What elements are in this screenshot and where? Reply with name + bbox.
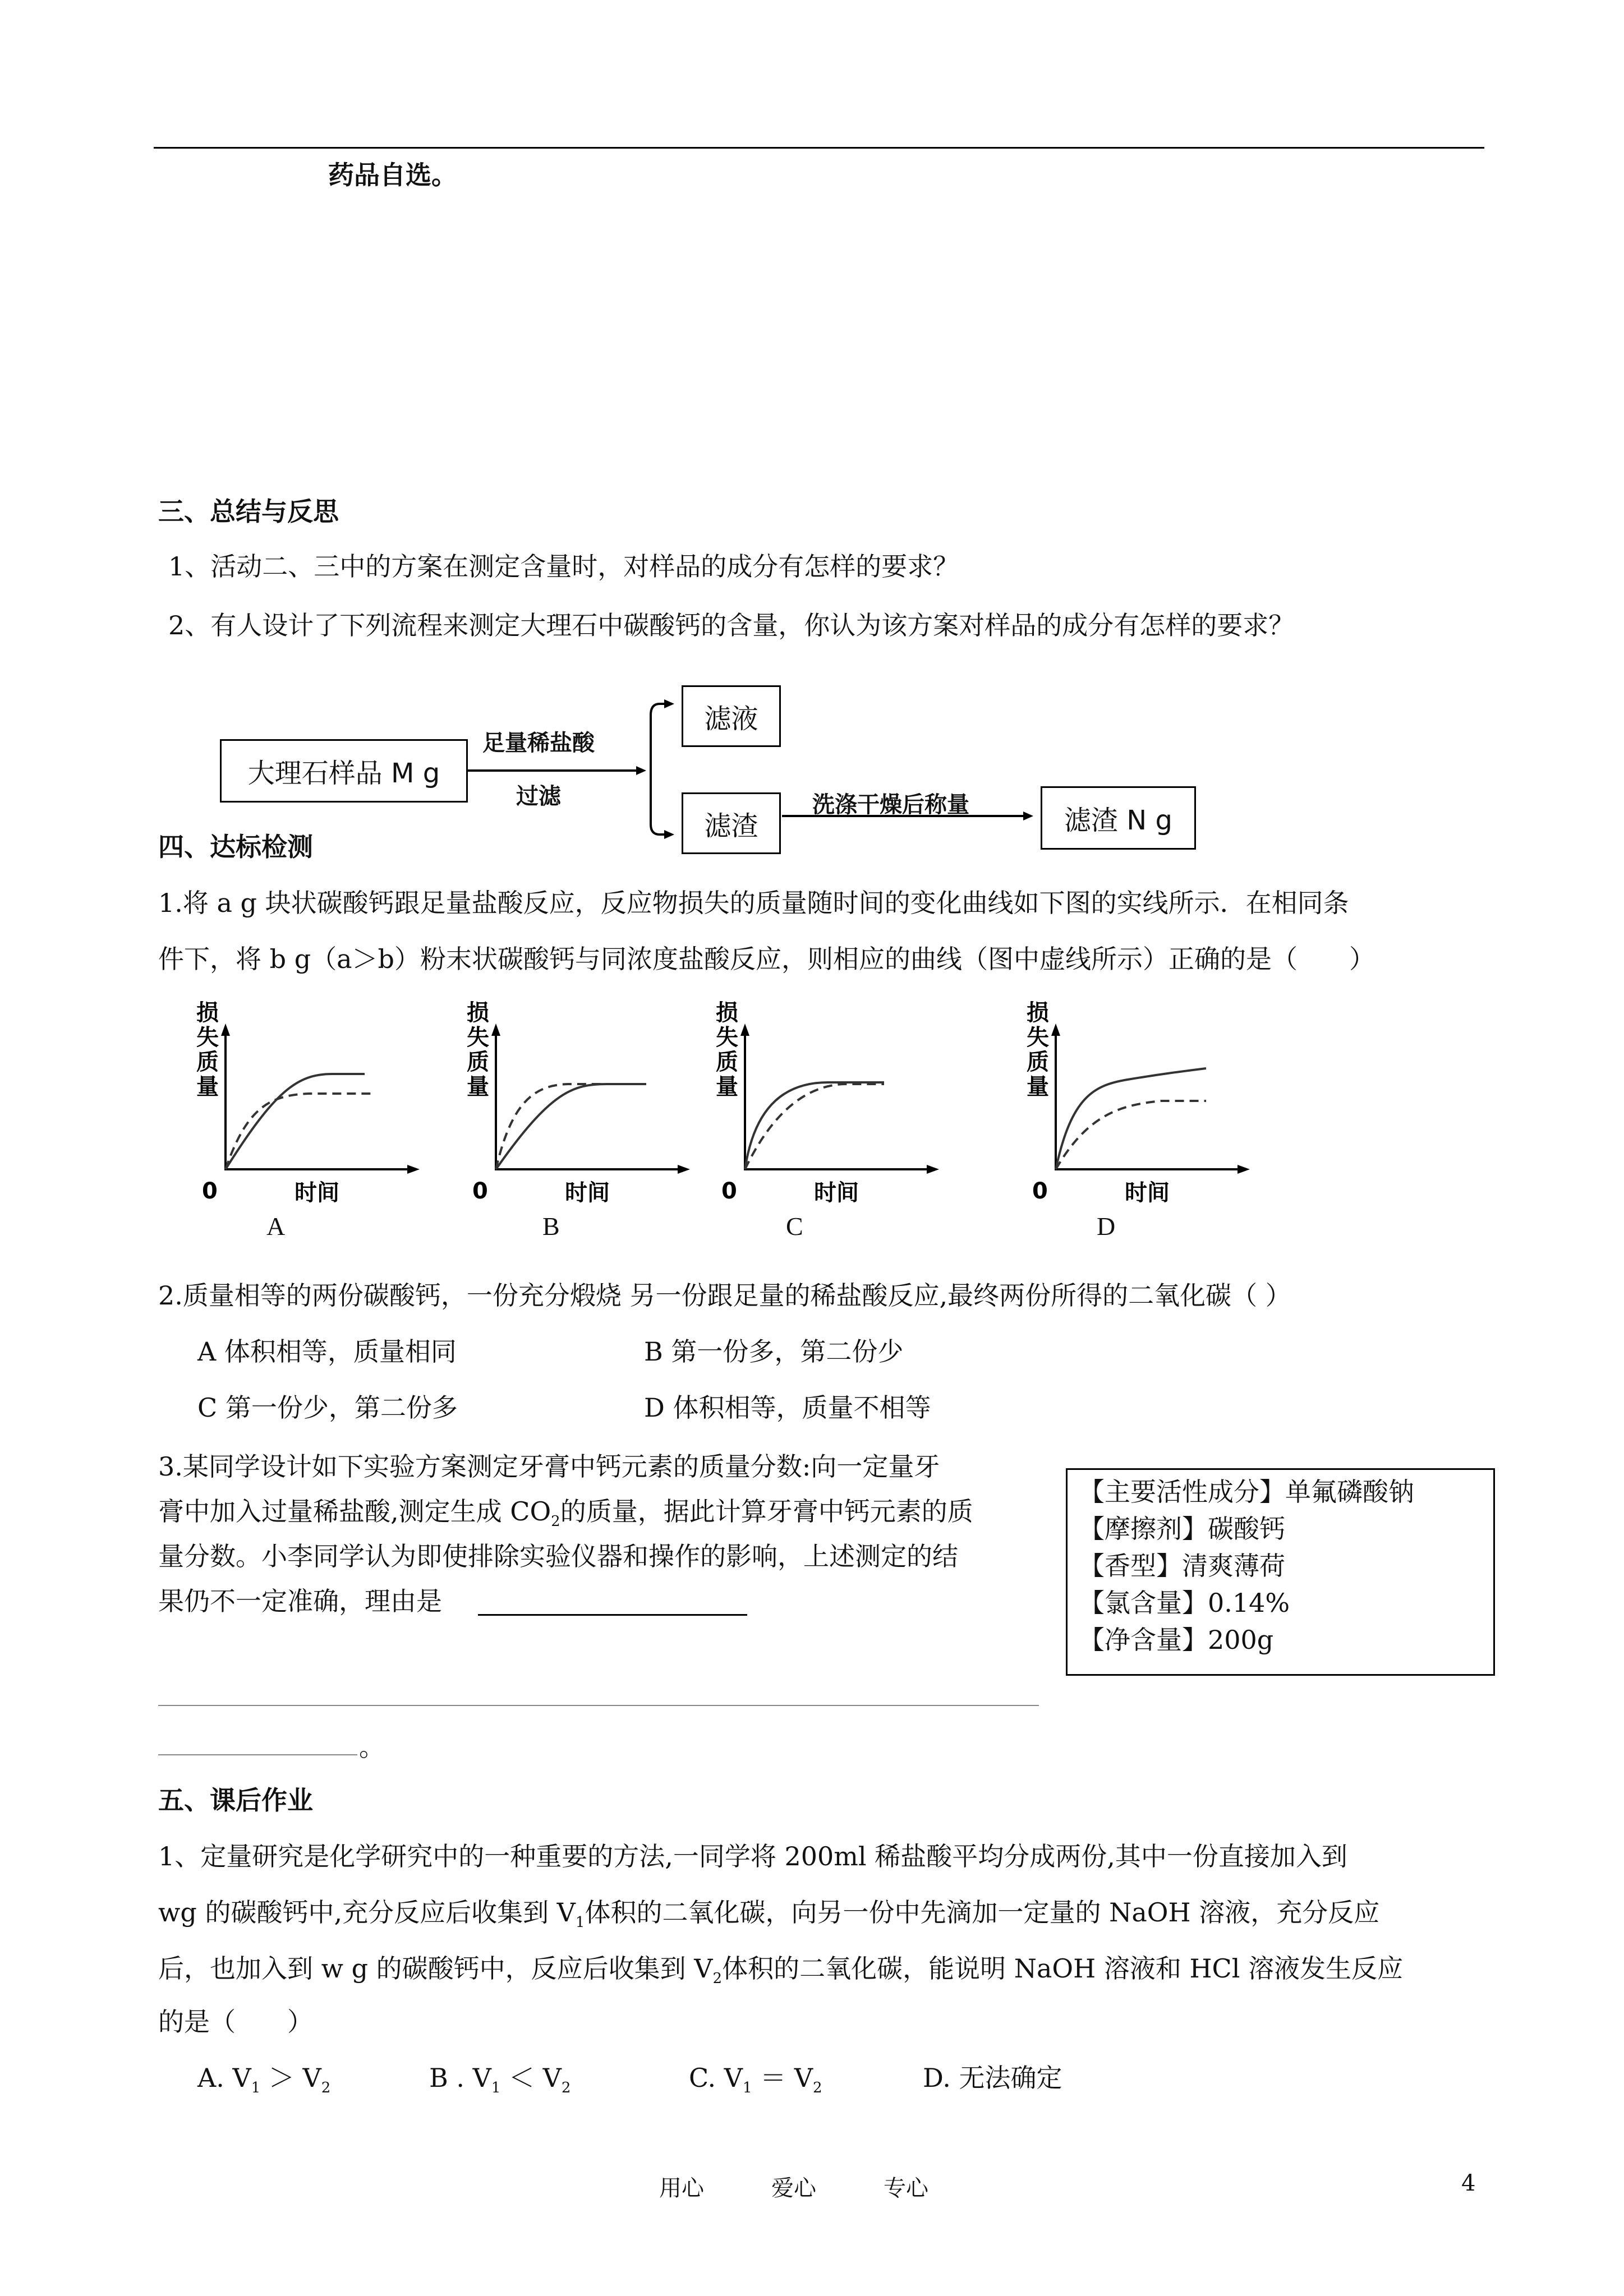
flow-filtrate-box [682, 685, 781, 747]
dashed-curve [226, 1094, 376, 1169]
section-5-line-3 [158, 1952, 1403, 1995]
chart-d [1015, 1001, 1257, 1214]
y-axis-arrow [740, 1023, 749, 1036]
solid-curve [1056, 1068, 1206, 1169]
section-4-q3-line-1: 3.某同学设计如下实验方案测定牙膏中钙元素的质量分数:向一定量牙 [158, 1451, 940, 1482]
chart-letter-c: C [786, 1212, 803, 1241]
info-line-4: 【氯含量】0.14% [1079, 1588, 1290, 1618]
flow-start-box [220, 739, 468, 803]
q2-option-c: C 第一份少，第二份多 [197, 1393, 458, 1423]
solid-curve [496, 1084, 646, 1169]
opt-c-text: C. V [689, 2063, 743, 2093]
flow-arrow-bottom-label: 过滤 [516, 783, 561, 809]
line-3-subscript: 2 [712, 1970, 723, 1988]
hw-option-b [429, 2061, 571, 2105]
line-2-subscript: 1 [575, 1914, 585, 1931]
line-3-part-a: 后，也加入到 w g 的碳酸钙中，反应后收集到 V [158, 1953, 713, 1984]
y-label-char: 失 [467, 1025, 489, 1050]
section-4-q1-line-1: 1.将 a g 块状碳酸钙跟足量盐酸反应，反应物损失的质量随时间的变化曲线如下图的实线所示．在相同条 [158, 888, 1349, 918]
header-rule [154, 147, 1484, 149]
y-label-char: 质 [196, 1049, 219, 1075]
info-line-1: 【主要活性成分】单氟磷酸钠 [1079, 1477, 1414, 1507]
opt-a-sub-1: 1 [251, 2080, 261, 2097]
y-label-char: 量 [716, 1074, 738, 1100]
footer-item-1: 用心 [659, 2175, 704, 2201]
q3-answer-blank-1 [478, 1614, 747, 1616]
footer-item-2: 爱心 [771, 2175, 816, 2201]
y-label-char: 质 [1027, 1049, 1049, 1075]
y-label-char: 失 [716, 1025, 738, 1050]
chart-b [456, 1001, 697, 1214]
origin-label: 0 [721, 1178, 737, 1204]
section-5-line-4: 的是（ ） [158, 2007, 313, 2037]
q3-end-mark: 。 [359, 1732, 385, 1762]
dashed-curve [1056, 1101, 1206, 1169]
origin-label: 0 [1032, 1178, 1048, 1204]
y-label-char: 量 [196, 1074, 219, 1100]
page-number: 4 [1461, 2170, 1476, 2196]
flow-residue-label: 滤渣 [704, 810, 758, 842]
axes [496, 1032, 680, 1169]
footer-item-3: 专心 [884, 2175, 928, 2201]
section-4-q2: 2.质量相等的两份碳酸钙，一份充分煅烧 另一份跟足量的稀盐酸反应,最终两份所得的二氧化碳（ ） [158, 1280, 1291, 1311]
opt-a-sub-2: 2 [321, 2080, 331, 2097]
opt-b-sub-1: 1 [491, 2080, 501, 2097]
x-axis-label: 时间 [295, 1180, 339, 1206]
flow-start-label: 大理石样品 M g [247, 758, 440, 789]
section-4-q1-line-2: 件下，将 b g（a＞b）粉末状碳酸钙与同浓度盐酸反应，则相应的曲线（图中虚线所示）正确的是（ ） [158, 944, 1375, 974]
q2-option-b: B 第一份多，第二份少 [644, 1336, 904, 1367]
y-label-char: 量 [1027, 1074, 1049, 1100]
section-4-q3-line-4: 果仍不一定准确，理由是 [158, 1586, 442, 1616]
section-4-heading: 四、达标检测 [158, 832, 313, 862]
solid-curve [226, 1074, 365, 1169]
opt-a-mid: ＞ V [260, 2063, 321, 2093]
q2-option-a: A 体积相等，质量相同 [197, 1336, 457, 1367]
x-axis-arrow [407, 1165, 420, 1174]
chart-letter-b: B [542, 1212, 560, 1241]
flow-arrow-top-label: 足量稀盐酸 [482, 730, 595, 756]
chart-letter-a: A [266, 1212, 286, 1241]
flow-final-label: 滤渣 N g [1064, 805, 1172, 836]
info-line-5: 【净含量】200g [1079, 1625, 1274, 1655]
x-axis-arrow [1237, 1165, 1250, 1174]
x-axis-label: 时间 [565, 1180, 610, 1206]
y-label-char: 损 [467, 1001, 489, 1026]
q2-option-d: D 体积相等，质量不相等 [644, 1393, 931, 1423]
q3-answer-blank-3 [158, 1754, 357, 1755]
section-3-question-2: 2、有人设计了下列流程来测定大理石中碳酸钙的含量，你认为该方案对样品的成分有怎样的要求？ [168, 610, 1295, 640]
line-3-part-b: 体积的二氧化碳，能说明 NaOH 溶液和 HCl 溶液发生反应 [722, 1953, 1404, 1984]
dashed-curve [745, 1084, 884, 1169]
solid-curve [745, 1082, 884, 1169]
chart-c [705, 1001, 946, 1214]
y-label-char: 质 [716, 1049, 738, 1075]
opt-c-sub-2: 2 [813, 2080, 822, 2097]
chart-letter-d: D [1097, 1212, 1116, 1241]
q3-line-2-part-a: 膏中加入过量稀盐酸,测定生成 CO [158, 1496, 551, 1527]
opt-b-sub-2: 2 [561, 2080, 571, 2097]
x-axis-label: 时间 [814, 1180, 859, 1206]
y-label-char: 量 [467, 1074, 489, 1100]
flow-residue-box [682, 792, 781, 854]
axes [745, 1032, 929, 1169]
y-label-char: 失 [196, 1025, 219, 1050]
y-axis-arrow [221, 1023, 230, 1036]
flow-filtrate-label: 滤液 [704, 703, 758, 735]
line-2-part-b: 体积的二氧化碳，向另一份中先滴加一定量的 NaOH 溶液，充分反应 [585, 1897, 1380, 1928]
opt-c-mid: ＝ V [752, 2063, 813, 2093]
section-4-q3-line-3: 量分数。小李同学认为即使排除实验仪器和操作的影响，上述测定的结 [158, 1541, 958, 1571]
line-2-part-a: wg 的碳酸钙中,充分反应后收集到 V [158, 1897, 576, 1928]
origin-label: 0 [472, 1178, 488, 1204]
x-axis-arrow [927, 1165, 939, 1174]
section-3-heading: 三、总结与反思 [158, 496, 339, 527]
flow-final-box [1041, 786, 1196, 850]
q3-answer-blank-2 [158, 1705, 1039, 1706]
q3-line-2-part-b: 的质量，据此计算牙膏中钙元素的质 [560, 1496, 973, 1527]
chart-a [185, 1001, 426, 1214]
opt-b-mid: ＜ V [500, 2063, 562, 2093]
x-axis-label: 时间 [1125, 1180, 1170, 1206]
y-axis-arrow [491, 1023, 500, 1036]
opt-a-text: A. V [197, 2063, 251, 2093]
y-label-char: 损 [1027, 1001, 1049, 1026]
y-label-char: 损 [196, 1001, 219, 1026]
toothpaste-info-box [1066, 1468, 1495, 1676]
opt-c-sub-1: 1 [743, 2080, 752, 2097]
opt-b-text: B . V [429, 2063, 491, 2093]
hw-option-d: D. 无法确定 [923, 2063, 1062, 2093]
section-4-q3-line-2 [158, 1495, 973, 1538]
y-label-char: 失 [1027, 1025, 1049, 1050]
section-5-line-2 [158, 1896, 1379, 1939]
x-axis-arrow [678, 1165, 690, 1174]
origin-label: 0 [202, 1178, 218, 1204]
flow-wash-label: 洗涤干燥后称量 [812, 792, 969, 818]
q3-line-2-subscript: 2 [551, 1513, 560, 1530]
top-text: 药品自选。 [328, 160, 457, 190]
y-label-char: 质 [467, 1049, 489, 1075]
section-3-question-1: 1、活动二、三中的方案在测定含量时，对样品的成分有怎样的要求？ [168, 551, 959, 582]
info-line-3: 【香型】清爽薄荷 [1079, 1551, 1285, 1581]
section-5-line-1: 1、定量研究是化学研究中的一种重要的方法,一同学将 200ml 稀盐酸平均分成两份,其中一份直接加入到 [158, 1841, 1347, 1871]
y-label-char: 损 [716, 1001, 738, 1026]
axes [226, 1032, 410, 1169]
section-5-heading: 五、课后作业 [158, 1785, 313, 1815]
hw-option-a [197, 2061, 330, 2105]
y-axis-arrow [1051, 1023, 1060, 1036]
info-line-2: 【摩擦剂】碳酸钙 [1079, 1514, 1285, 1544]
hw-option-c [689, 2061, 822, 2105]
